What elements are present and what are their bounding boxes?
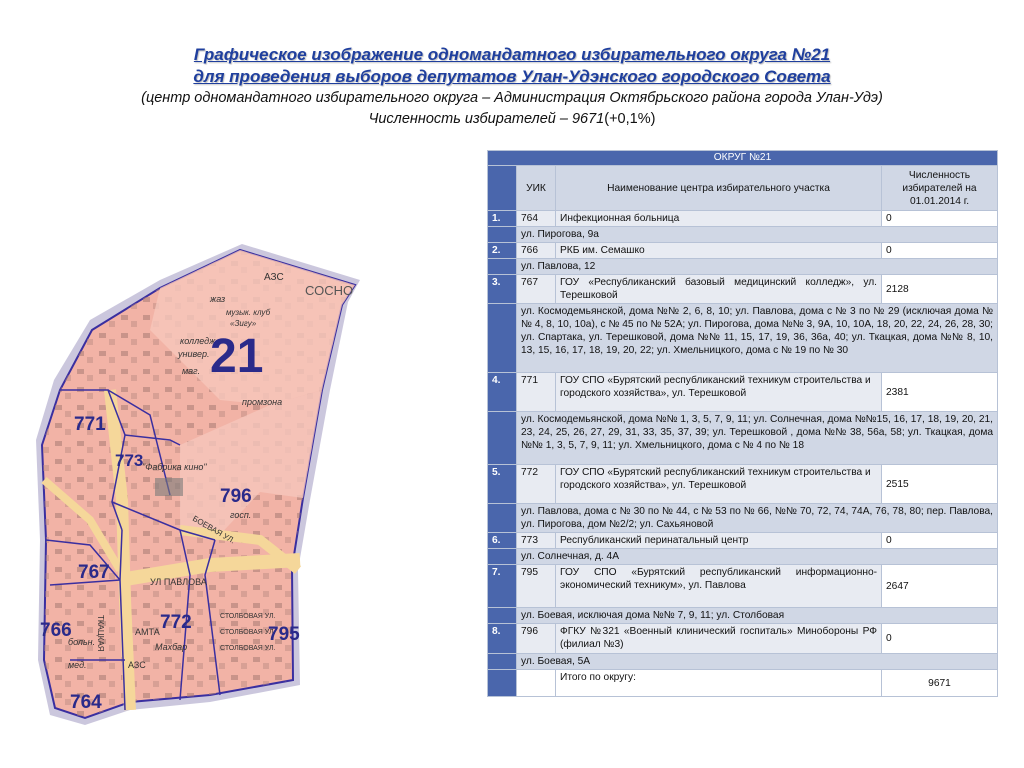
row-name: Инфекционная больница bbox=[556, 211, 882, 227]
row-address: ул. Боевая, исключая дома №№ 7, 9, 11; ул. Столбовая bbox=[517, 608, 998, 624]
row-num: 1. bbox=[488, 211, 517, 227]
row-address: ул. Космодемьянской, дома №№ 1, 3, 5, 7, 9, 11; ул. Солнечная, дома №№15, 16, 17, 18, 19, 20, 21, 23, 24, 25, 26, 27, 29, 31, 33, 35, 37, 39; ул. Терешковой , дома №№ 38, 56а, 58; ул. Ткацкая, дома №№ 1, 3, 5, 7, 9, 11; ул. Хмельницкого, дома с № 4 по № 18 bbox=[517, 412, 998, 465]
row-count: 0 bbox=[882, 533, 998, 549]
label-stolbovaya-1: СТОЛБОВАЯ УЛ. bbox=[220, 613, 276, 620]
uik-label-796: 796 bbox=[220, 486, 252, 507]
table-okrug-header-row bbox=[488, 151, 998, 166]
row-num: 4. bbox=[488, 373, 517, 412]
row-count: 2128 bbox=[882, 275, 998, 304]
row-uik: 766 bbox=[517, 243, 556, 259]
label-sosnov: СОСНО bbox=[305, 283, 354, 298]
row-count: 0 bbox=[882, 211, 998, 227]
row-count: 2381 bbox=[882, 373, 998, 412]
row-address: ул. Павлова, 12 bbox=[517, 259, 998, 275]
label-fabrika: "Фабрика кино" bbox=[142, 462, 207, 472]
label-zhigu: «Зигу» bbox=[230, 319, 257, 328]
row-uik: 773 bbox=[517, 533, 556, 549]
label-pavlova: УЛ ПАВЛОВА bbox=[150, 577, 207, 587]
row-name: ГОУ СПО «Бурятский республиканский техникум строительства и городского хозяйства», ул. Терешковой bbox=[556, 373, 882, 412]
table-address-row bbox=[488, 549, 998, 565]
map-district-number: 21 bbox=[210, 330, 264, 383]
row-count: 0 bbox=[882, 624, 998, 654]
table-address-row bbox=[488, 654, 998, 670]
table-row bbox=[488, 533, 998, 549]
table-column-header-row bbox=[488, 166, 998, 211]
row-num-empty bbox=[488, 608, 517, 624]
row-num: 8. bbox=[488, 624, 517, 654]
label-amta: АМТА bbox=[135, 627, 160, 637]
row-name: ФГКУ №321 «Военный клинический госпиталь» Минобороны РФ (филиал №3) bbox=[556, 624, 882, 654]
row-num-empty bbox=[488, 549, 517, 565]
label-med: мед. bbox=[68, 660, 87, 670]
row-num: 2. bbox=[488, 243, 517, 259]
row-uik: 772 bbox=[517, 465, 556, 504]
table-row bbox=[488, 211, 998, 227]
voters-label: Численность избирателей – bbox=[368, 111, 572, 127]
table-row bbox=[488, 565, 998, 608]
row-uik: 767 bbox=[517, 275, 556, 304]
row-count: 2515 bbox=[882, 465, 998, 504]
row-name: ГОУ СПО «Бурятский республиканский техникум строительства и городского хозяйства», ул. Терешковой bbox=[556, 465, 882, 504]
district-map bbox=[30, 240, 370, 730]
table-total-row bbox=[488, 670, 998, 697]
col-header-count: Численность избирателей на 01.01.2014 г. bbox=[882, 166, 998, 211]
uik-label-767: 767 bbox=[78, 562, 110, 583]
row-count: 2647 bbox=[882, 565, 998, 608]
okrug-header: ОКРУГ №21 bbox=[488, 151, 998, 166]
row-uik: 795 bbox=[517, 565, 556, 608]
row-address: ул. Космодемьянской, дома №№ 2, 6, 8, 10; ул. Павлова, дома с № 3 по № 29 (исключая дома № № 4, 8, 10, 10а), с № 45 по № 52А; ул. Пирогова, дома №№ 3, 9А, 10, 10А, 18, 20, 22, 24, 26, 28, 30; ул. Спартака, ул. Терешковой, дома №№ 11, 15, 17, 19, 36, 36а, 40; ул. Ткацкая, дома №№ 8, 10, 13, 15, 16, 17, 18, 19, 20, 22; ул. Хмельницкого, дома с № 19 по № 30 bbox=[517, 304, 998, 373]
row-name: ГОУ СПО «Бурятский республиканский информационно-экономический техникум», ул. Павлова bbox=[556, 565, 882, 608]
total-value: 9671 bbox=[882, 670, 998, 697]
row-uik: 771 bbox=[517, 373, 556, 412]
table-row bbox=[488, 465, 998, 504]
row-num-empty bbox=[488, 412, 517, 465]
row-num: 3. bbox=[488, 275, 517, 304]
page-subtitle: (центр одномандатного избирательного округа – Администрация Октябрьского района города Улан-Удэ) bbox=[141, 90, 883, 106]
uik-label-764: 764 bbox=[70, 692, 102, 713]
row-name: Республиканский перинатальный центр bbox=[556, 533, 882, 549]
fabrika-building bbox=[155, 478, 183, 496]
uik-label-773: 773 bbox=[115, 451, 144, 470]
precinct-table bbox=[487, 150, 998, 697]
row-count: 0 bbox=[882, 243, 998, 259]
table-row bbox=[488, 373, 998, 412]
row-num-empty bbox=[488, 654, 517, 670]
uik-label-772: 772 bbox=[160, 612, 192, 633]
table-address-row bbox=[488, 227, 998, 243]
label-stolbovaya-3: СТОЛБОВАЯ УЛ. bbox=[220, 645, 276, 652]
label-stolbovaya-2: СТОЛБОВАЯ УЛ. bbox=[220, 629, 276, 636]
row-num-empty bbox=[488, 227, 517, 243]
row-name: ГОУ «Республиканский базовый медицинский колледж», ул. Терешковой bbox=[556, 275, 882, 304]
label-boevaya: БОЕВАЯ УЛ. bbox=[191, 513, 237, 546]
voters-line bbox=[0, 109, 1024, 130]
district-map-svg bbox=[30, 240, 370, 730]
row-num: 6. bbox=[488, 533, 517, 549]
label-college: колледж bbox=[180, 336, 216, 346]
row-uik: 796 bbox=[517, 624, 556, 654]
row-address: ул. Солнечная, д. 4А bbox=[517, 549, 998, 565]
voters-value: 9671 bbox=[571, 111, 605, 127]
label-azs2: АЗС bbox=[128, 660, 146, 670]
table-address-row bbox=[488, 412, 998, 465]
col-header-uik: УИК bbox=[517, 166, 556, 211]
row-address: ул. Павлова, дома с № 30 по № 44, с № 53 по № 66, №№ 70, 72, 74, 74А, 76, 78, 80; пер. Павлова, ул. Пирогова, дом №2/2; ул. Сахьяновой bbox=[517, 504, 998, 533]
label-musclub: музык. клуб bbox=[226, 308, 271, 317]
table-row bbox=[488, 624, 998, 654]
row-num-empty bbox=[488, 304, 517, 373]
row-address: ул. Пирогова, 9а bbox=[517, 227, 998, 243]
voters-change: (+0,1%) bbox=[604, 111, 656, 127]
row-num-empty bbox=[488, 504, 517, 533]
uik-label-771: 771 bbox=[74, 414, 106, 435]
page-title-line2: для проведения выборов депутатов Улан-Удэнского городского Совета bbox=[193, 67, 831, 86]
table-address-row bbox=[488, 608, 998, 624]
label-mahbar: Махбар bbox=[155, 642, 188, 652]
table-address-row bbox=[488, 304, 998, 373]
table-row bbox=[488, 243, 998, 259]
row-address: ул. Боевая, 5А bbox=[517, 654, 998, 670]
header-num-cell bbox=[488, 166, 517, 211]
total-uik-empty bbox=[517, 670, 556, 697]
row-num: 7. bbox=[488, 565, 517, 608]
uik-label-766: 766 bbox=[40, 620, 72, 641]
label-promzona: промзона bbox=[242, 397, 283, 407]
col-header-name: Наименование центра избирательного участка bbox=[556, 166, 882, 211]
uik-label-795: 795 bbox=[268, 624, 300, 645]
title-block bbox=[0, 44, 1024, 130]
label-zhaz: жаз bbox=[210, 294, 226, 304]
label-gosp: госп. bbox=[230, 510, 252, 520]
table-address-row bbox=[488, 259, 998, 275]
row-name: РКБ им. Семашко bbox=[556, 243, 882, 259]
total-label: Итого по округу: bbox=[556, 670, 882, 697]
row-uik: 764 bbox=[517, 211, 556, 227]
label-azs: АЗС bbox=[264, 272, 284, 283]
label-mag: маг. bbox=[182, 366, 201, 376]
page-title-line1: Графическое изображение одномандатного избирательного округа №21 bbox=[193, 45, 831, 64]
table-row bbox=[488, 275, 998, 304]
label-tkatskaya: ТКАЦКАЯ bbox=[96, 615, 105, 652]
label-univer: универ. bbox=[178, 349, 210, 359]
label-boln: больн. bbox=[68, 637, 96, 647]
row-num: 5. bbox=[488, 465, 517, 504]
row-num-empty bbox=[488, 259, 517, 275]
total-num-empty bbox=[488, 670, 517, 697]
table-address-row bbox=[488, 504, 998, 533]
